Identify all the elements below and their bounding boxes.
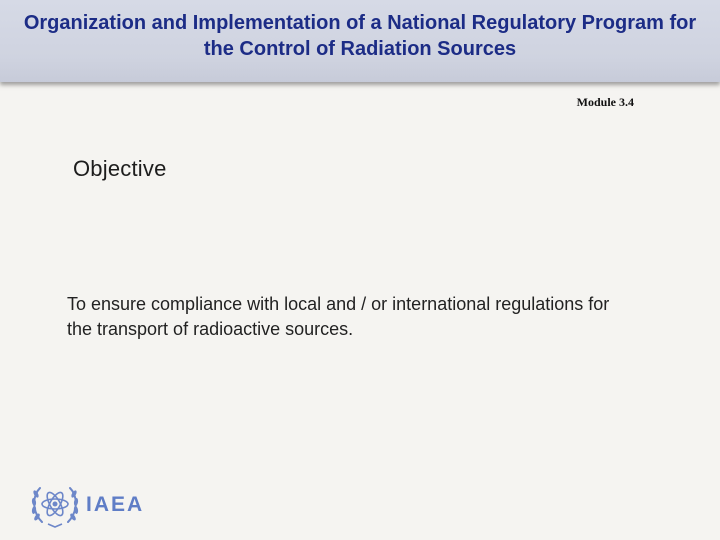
iaea-logo [28,480,144,530]
objective-heading: Objective [73,156,167,181]
objective-text: To ensure compliance with local and / or international regulations for the transport of radioactive sources. [67,294,610,339]
title-bar [0,0,720,82]
slide-title: Organization and Implementation of a National Regulatory Program for the Control of Radiation Sources [23,12,697,60]
logo-text: IAEA [86,493,145,516]
module-label: Module 3.4 [576,95,634,109]
iaea-emblem-icon [28,480,82,530]
